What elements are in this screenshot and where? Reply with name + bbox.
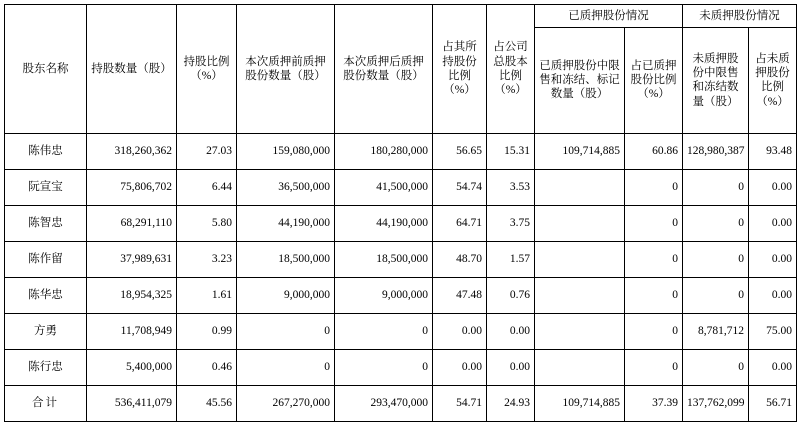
cell-unpledged-restricted-ratio: 93.48 xyxy=(749,134,797,170)
cell-pledged-restricted-ratio: 60.86 xyxy=(625,134,683,170)
cell-shares-held: 536,411,079 xyxy=(87,386,177,422)
cell-pledged-restricted-ratio: 0 xyxy=(625,206,683,242)
table-header xyxy=(5,5,797,134)
cell-share-ratio: 45.56 xyxy=(177,386,237,422)
cell-pledged-after: 0 xyxy=(335,350,433,386)
cell-pledged-after: 0 xyxy=(335,314,433,350)
cell-shares-held: 68,291,110 xyxy=(87,206,177,242)
cell-shareholder-name: 合计 xyxy=(5,386,87,422)
cell-unpledged-restricted: 0 xyxy=(683,170,749,206)
cell-share-ratio: 5.80 xyxy=(177,206,237,242)
table-row xyxy=(5,170,797,206)
cell-share-ratio: 0.46 xyxy=(177,350,237,386)
cell-ratio-of-own: 56.65 xyxy=(433,134,487,170)
cell-pledged-before: 9,000,000 xyxy=(237,278,335,314)
cell-share-ratio: 3.23 xyxy=(177,242,237,278)
cell-unpledged-restricted: 128,980,387 xyxy=(683,134,749,170)
th-unpledged-restricted-ratio: 占未质押股份比例（%） xyxy=(749,27,797,133)
cell-shareholder-name: 陈智忠 xyxy=(5,206,87,242)
cell-pledged-restricted xyxy=(535,206,625,242)
cell-ratio-of-total: 1.57 xyxy=(487,242,535,278)
cell-ratio-of-total: 0.00 xyxy=(487,314,535,350)
cell-pledged-after: 18,500,000 xyxy=(335,242,433,278)
cell-ratio-of-total: 0.76 xyxy=(487,278,535,314)
cell-pledged-restricted-ratio: 0 xyxy=(625,242,683,278)
cell-ratio-of-total: 3.53 xyxy=(487,170,535,206)
cell-shares-held: 11,708,949 xyxy=(87,314,177,350)
cell-unpledged-restricted-ratio: 75.00 xyxy=(749,314,797,350)
cell-ratio-of-total: 3.75 xyxy=(487,206,535,242)
cell-shareholder-name: 陈伟忠 xyxy=(5,134,87,170)
shareholder-pledge-table xyxy=(4,4,797,422)
cell-unpledged-restricted: 0 xyxy=(683,206,749,242)
cell-pledged-after: 9,000,000 xyxy=(335,278,433,314)
cell-pledged-restricted-ratio: 0 xyxy=(625,278,683,314)
table-body xyxy=(5,134,797,422)
cell-pledged-restricted-ratio: 0 xyxy=(625,170,683,206)
cell-unpledged-restricted-ratio: 0.00 xyxy=(749,206,797,242)
table-row xyxy=(5,278,797,314)
th-pledged-restricted-ratio: 占已质押股份比例（%） xyxy=(625,27,683,133)
cell-pledged-restricted: 109,714,885 xyxy=(535,134,625,170)
cell-unpledged-restricted: 0 xyxy=(683,242,749,278)
cell-ratio-of-own: 54.74 xyxy=(433,170,487,206)
table-row xyxy=(5,206,797,242)
cell-pledged-before: 267,270,000 xyxy=(237,386,335,422)
cell-pledged-restricted-ratio: 0 xyxy=(625,314,683,350)
th-unpledged-restricted: 未质押股份中限售和冻结数量（股） xyxy=(683,27,749,133)
cell-unpledged-restricted-ratio: 0.00 xyxy=(749,170,797,206)
cell-unpledged-restricted: 8,781,712 xyxy=(683,314,749,350)
cell-ratio-of-total: 0.00 xyxy=(487,350,535,386)
cell-pledged-after: 293,470,000 xyxy=(335,386,433,422)
cell-pledged-restricted xyxy=(535,278,625,314)
table-row-total xyxy=(5,386,797,422)
table-row xyxy=(5,134,797,170)
cell-pledged-before: 44,190,000 xyxy=(237,206,335,242)
cell-pledged-restricted xyxy=(535,170,625,206)
th-pledged-before: 本次质押前质押股份数量（股） xyxy=(237,5,335,134)
th-group-unpledged: 未质押股份情况 xyxy=(683,5,797,28)
cell-share-ratio: 27.03 xyxy=(177,134,237,170)
cell-unpledged-restricted: 137,762,099 xyxy=(683,386,749,422)
cell-ratio-of-total: 15.31 xyxy=(487,134,535,170)
th-shares-held: 持股数量（股） xyxy=(87,5,177,134)
cell-unpledged-restricted-ratio: 0.00 xyxy=(749,278,797,314)
cell-pledged-after: 41,500,000 xyxy=(335,170,433,206)
cell-ratio-of-own: 64.71 xyxy=(433,206,487,242)
cell-ratio-of-total: 24.93 xyxy=(487,386,535,422)
cell-shares-held: 18,954,325 xyxy=(87,278,177,314)
cell-shares-held: 5,400,000 xyxy=(87,350,177,386)
cell-shareholder-name: 阮宣宝 xyxy=(5,170,87,206)
cell-ratio-of-own: 54.71 xyxy=(433,386,487,422)
th-group-pledged: 已质押股份情况 xyxy=(535,5,683,28)
cell-share-ratio: 1.61 xyxy=(177,278,237,314)
cell-share-ratio: 0.99 xyxy=(177,314,237,350)
cell-pledged-before: 18,500,000 xyxy=(237,242,335,278)
cell-unpledged-restricted: 0 xyxy=(683,350,749,386)
table-row xyxy=(5,314,797,350)
cell-pledged-restricted xyxy=(535,350,625,386)
table-row xyxy=(5,242,797,278)
cell-unpledged-restricted-ratio: 0.00 xyxy=(749,242,797,278)
table-row xyxy=(5,350,797,386)
cell-pledged-restricted-ratio: 37.39 xyxy=(625,386,683,422)
th-ratio-of-total: 占公司总股本比例（%） xyxy=(487,5,535,134)
cell-unpledged-restricted: 0 xyxy=(683,278,749,314)
cell-share-ratio: 6.44 xyxy=(177,170,237,206)
cell-unpledged-restricted-ratio: 56.71 xyxy=(749,386,797,422)
cell-pledged-after: 44,190,000 xyxy=(335,206,433,242)
cell-pledged-before: 36,500,000 xyxy=(237,170,335,206)
cell-pledged-before: 159,080,000 xyxy=(237,134,335,170)
th-share-ratio: 持股比例（%） xyxy=(177,5,237,134)
th-shareholder-name: 股东名称 xyxy=(5,5,87,134)
cell-pledged-before: 0 xyxy=(237,314,335,350)
cell-pledged-restricted xyxy=(535,242,625,278)
cell-ratio-of-own: 47.48 xyxy=(433,278,487,314)
cell-pledged-before: 0 xyxy=(237,350,335,386)
cell-pledged-restricted-ratio: 0 xyxy=(625,350,683,386)
cell-ratio-of-own: 0.00 xyxy=(433,350,487,386)
cell-ratio-of-own: 0.00 xyxy=(433,314,487,350)
cell-shareholder-name: 陈作留 xyxy=(5,242,87,278)
cell-shares-held: 75,806,702 xyxy=(87,170,177,206)
th-pledged-after: 本次质押后质押股份数量（股） xyxy=(335,5,433,134)
cell-unpledged-restricted-ratio: 0.00 xyxy=(749,350,797,386)
th-pledged-restricted: 已质押股份中限售和冻结、标记数量（股） xyxy=(535,27,625,133)
cell-pledged-restricted: 109,714,885 xyxy=(535,386,625,422)
cell-pledged-restricted xyxy=(535,314,625,350)
cell-shareholder-name: 方勇 xyxy=(5,314,87,350)
cell-pledged-after: 180,280,000 xyxy=(335,134,433,170)
cell-shares-held: 318,260,362 xyxy=(87,134,177,170)
cell-shareholder-name: 陈华忠 xyxy=(5,278,87,314)
th-ratio-of-own: 占其所持股份比例（%） xyxy=(433,5,487,134)
cell-shareholder-name: 陈行忠 xyxy=(5,350,87,386)
cell-ratio-of-own: 48.70 xyxy=(433,242,487,278)
cell-shares-held: 37,989,631 xyxy=(87,242,177,278)
header-row-groups xyxy=(5,5,797,28)
